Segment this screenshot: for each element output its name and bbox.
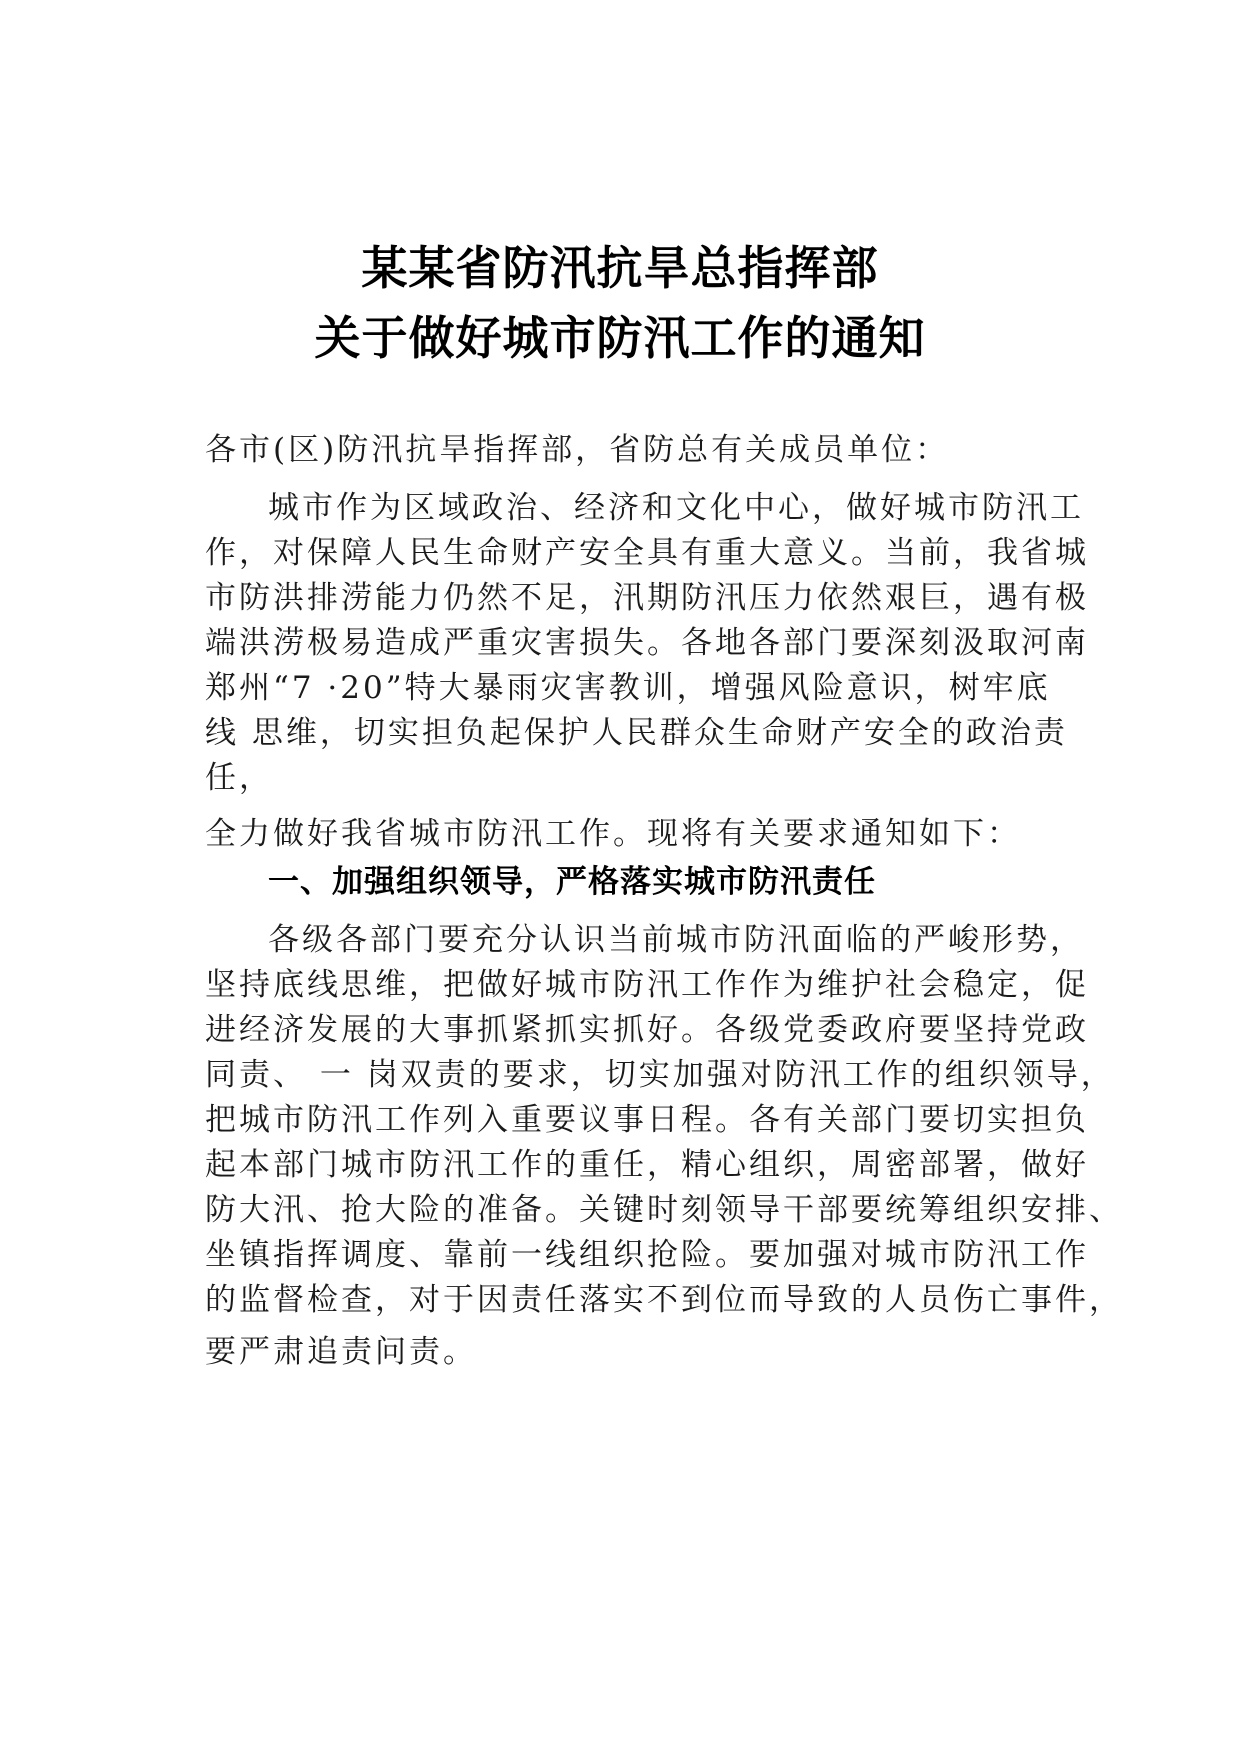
paragraph-1-line: 市防洪排涝能力仍然不足，汛期防汛压力依然艰巨，遇有极 [205,580,1089,616]
document-title-line-1: 某某省防汛抗旱总指挥部 [361,241,879,295]
section-1-line: 把城市防汛工作列入重要议事日程。各有关部门要切实担负 [205,1102,1089,1138]
section-1-line: 起本部门城市防汛工作的重任，精心组织，周密部署，做好 [205,1147,1089,1183]
section-1-line: 的监督检查，对于因责任落实不到位而导致的人员伤亡事件， [205,1282,1123,1318]
section-1-line: 进经济发展的大事抓紧抓实抓好。各级党委政府要坚持党政 [205,1012,1089,1048]
paragraph-1-line: 端洪涝极易造成严重灾害损失。各地各部门要深刻汲取河南 [205,625,1089,661]
section-1-line: 同责、 一 岗双责的要求，切实加强对防汛工作的组织领导， [205,1057,1115,1093]
section-1-line: 坚持底线思维，把做好城市防汛工作作为维护社会稳定，促 [205,967,1089,1003]
document-title-line-2: 关于做好城市防汛工作的通知 [314,311,926,365]
section-1-heading: 一、加强组织领导，严格落实城市防汛责任 [268,864,876,900]
paragraph-1-line: 任， [205,760,273,796]
paragraph-1-line: 城市作为区域政治、经济和文化中心，做好城市防汛工 [268,490,1084,526]
paragraph-2: 全力做好我省城市防汛工作。现将有关要求通知如下： [205,816,1021,852]
paragraph-1-line: 线 思维，切实担负起保护人民群众生命财产安全的政治责 [205,715,1068,751]
paragraph-1-line: 郑州“7 ·20”特大暴雨灾害教训，增强风险意识，树牢底 [205,670,1051,706]
section-1-line: 各级各部门要充分认识当前城市防汛面临的严峻形势， [268,922,1084,958]
salutation: 各市(区)防汛抗旱指挥部，省防总有关成员单位： [205,432,950,468]
section-1-line: 要严肃追责问责。 [205,1334,477,1370]
paragraph-1-line: 作，对保障人民生命财产安全具有重大意义。当前，我省城 [205,535,1089,571]
section-1-line: 防大汛、抢大险的准备。关键时刻领导干部要统筹组织安排、 [205,1192,1123,1228]
section-1-line: 坐镇指挥调度、靠前一线组织抢险。要加强对城市防汛工作 [205,1237,1089,1273]
